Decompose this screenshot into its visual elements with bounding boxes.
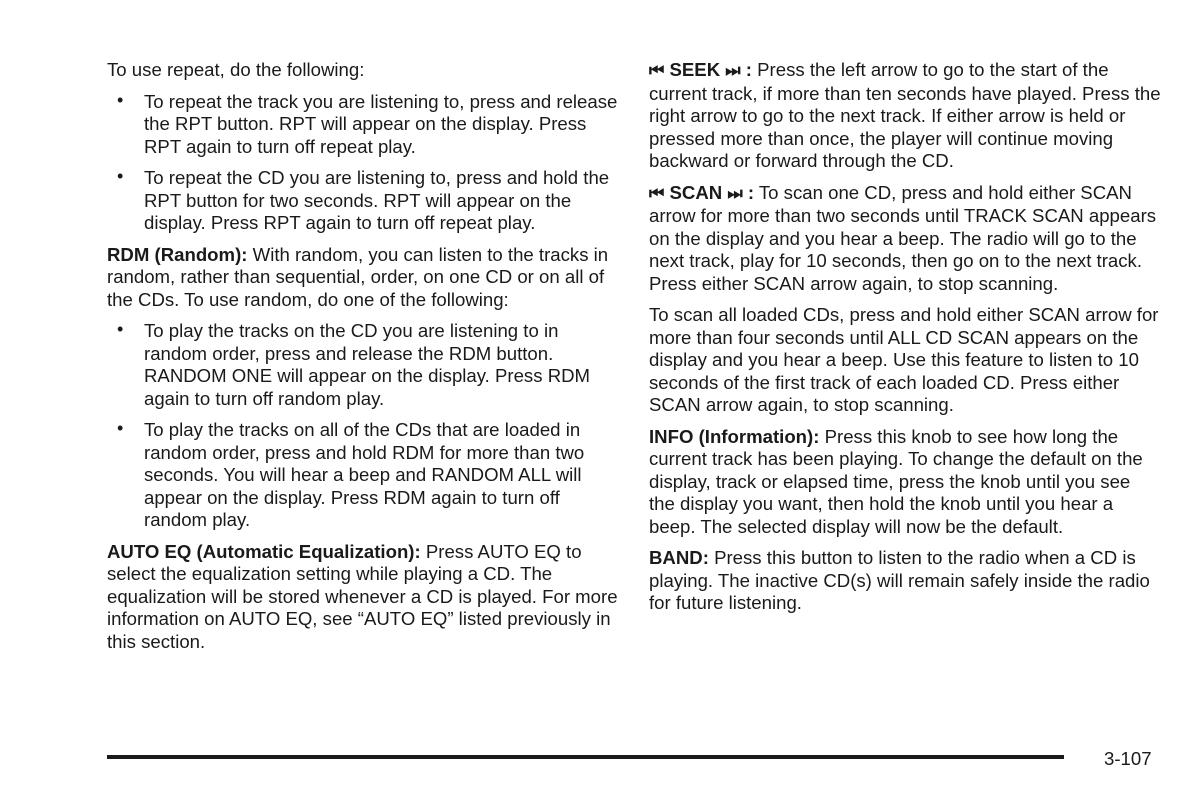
rdm-text: With random, you can listen to the tracks in random, rather than sequential, order, on one CD or on all of the CDs. To use random, do one of the following: bbox=[107, 243, 609, 310]
band-term: BAND: bbox=[649, 547, 709, 568]
autoeq-text: Press AUTO EQ to select the equalization setting while playing a CD. The equalization will be stored whenever a CD is played. For more information on AUTO EQ, see “AUTO EQ” listed previously in this section. bbox=[107, 540, 618, 652]
list-item-text: To repeat the track you are listening to, press and release the RPT button. RPT will appear on the display. Press RPT again to turn off repeat play. bbox=[144, 90, 618, 157]
right-column bbox=[649, 59, 1161, 624]
skip-forward-icon: ⏭ bbox=[725, 61, 741, 80]
info-text: Press this knob to see how long the current track has been playing. To change the default on the display, track or elapsed time, press the knob until you see the display you want, then hold the knob until you hear a beep. The selected display will now be the default. bbox=[649, 425, 1143, 537]
seek-paragraph bbox=[649, 59, 1161, 173]
seek-label: ⏮ SEEK ⏭ : bbox=[649, 59, 752, 80]
footer-rule bbox=[107, 755, 1064, 759]
scan-term: SCAN bbox=[669, 181, 723, 203]
bullet-icon: • bbox=[117, 418, 124, 438]
repeat-list bbox=[107, 91, 619, 235]
autoeq-term: AUTO EQ (Automatic Equalization): bbox=[107, 540, 421, 562]
scan-paragraph bbox=[649, 182, 1161, 296]
autoeq-paragraph bbox=[107, 541, 619, 654]
bullet-icon: • bbox=[117, 89, 124, 110]
bullet-icon: • bbox=[117, 319, 124, 339]
list-item-text: To play the tracks on all of the CDs that are loaded in random order, press and hold RDM for more than two seconds. You will hear a beep and RANDOM ALL will appear on the display. Press RDM again to turn off random play. bbox=[144, 419, 585, 530]
page-number: 3-107 bbox=[1104, 748, 1152, 769]
seek-text: Press the left arrow to go to the start of the current track, if more than ten seconds have played. Press the right arrow to go to the next track. If either arrow is held or pressed more than once, the player will continue moving backward or forward through the CD. bbox=[649, 59, 1161, 171]
scan-label: ⏮ SCAN ⏭ : bbox=[649, 181, 755, 203]
scan-all-paragraph: To scan all loaded CDs, press and hold either SCAN arrow for more than four seconds until ALL CD SCAN appears on the display and you hear a beep. Use this feature to listen to 10 seconds of the first track of each loaded CD. Press either SCAN arrow again, to stop scanning. bbox=[649, 304, 1159, 415]
list-item-text: To repeat the CD you are listening to, press and hold the RPT button for two seconds. RPT will appear on the display. Press RPT again to turn off repeat play. bbox=[144, 167, 610, 233]
info-term: INFO (Information): bbox=[649, 425, 820, 447]
bullet-icon: • bbox=[117, 166, 124, 186]
skip-forward-icon: ⏭ bbox=[727, 183, 743, 203]
list-item-text: To play the tracks on the CD you are listening to in random order, press and release the RDM button. RANDOM ONE will appear on the display. Press RDM again to turn off random play. bbox=[144, 320, 591, 409]
list-item bbox=[107, 167, 619, 235]
seek-term: SEEK bbox=[669, 59, 721, 80]
skip-back-icon: ⏮ bbox=[649, 61, 665, 80]
band-paragraph bbox=[649, 547, 1161, 615]
info-paragraph bbox=[649, 426, 1161, 539]
band-text: Press this button to listen to the radio when a CD is playing. The inactive CD(s) will remain safely inside the radio for future listening. bbox=[649, 547, 1150, 613]
left-column bbox=[107, 59, 619, 662]
rdm-paragraph bbox=[107, 244, 619, 312]
list-item bbox=[107, 419, 619, 532]
rdm-term: RDM (Random): bbox=[107, 243, 248, 265]
random-list bbox=[107, 320, 619, 532]
skip-back-icon: ⏮ bbox=[649, 183, 665, 203]
scan-text: To scan one CD, press and hold either SCAN arrow for more than two seconds until TRACK SCAN appears on the display and you hear a beep. The radio will go to the next track, play for 10 seconds, then go on to the next track. Press either SCAN arrow again, to stop scanning. bbox=[649, 181, 1157, 294]
list-item bbox=[107, 320, 619, 410]
list-item bbox=[107, 91, 619, 159]
repeat-intro: To use repeat, do the following: bbox=[107, 59, 365, 80]
